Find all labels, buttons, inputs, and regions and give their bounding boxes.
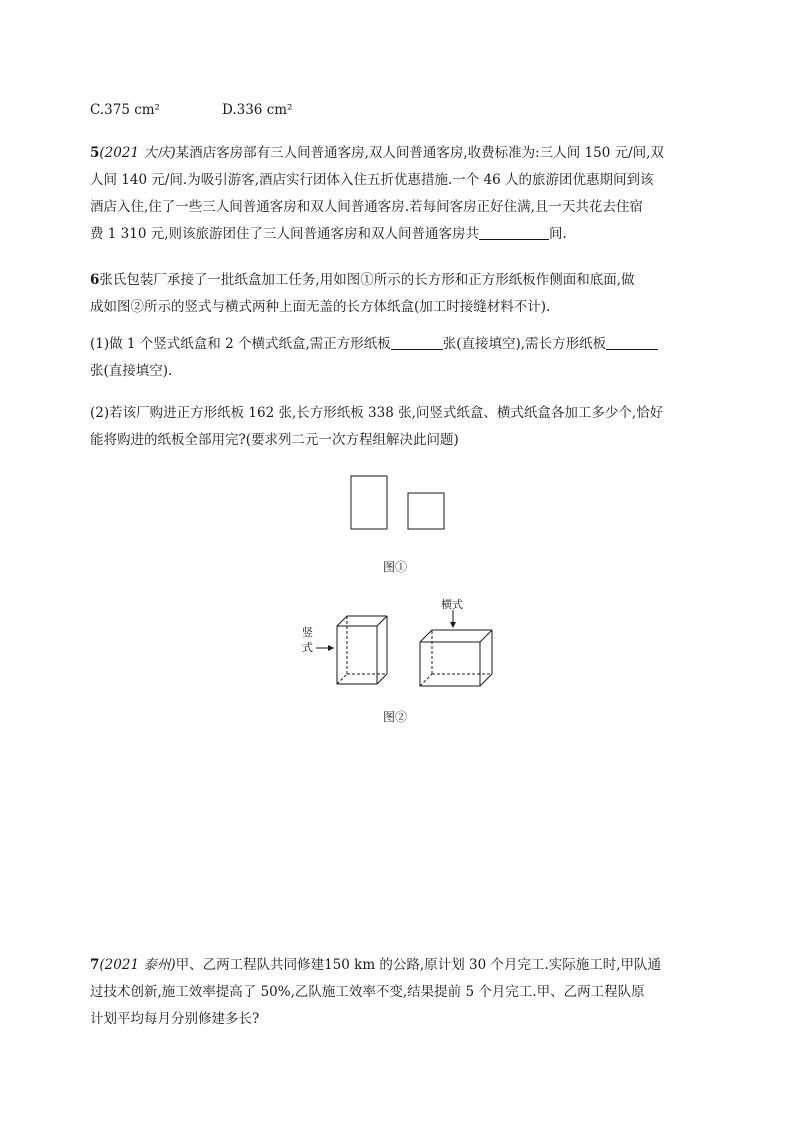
q6-part1-text-b: 张(直接填空),需长方形纸板 [442, 336, 607, 352]
q5-text-4: 费 1 310 元,则该旅游团住了三人间普通客房和双人间普通客房共 [90, 226, 480, 242]
q6-line-2: 成如图②所示的竖式与横式两种上面无盖的长方体纸盒(加工时接缝材料不计). [90, 299, 551, 315]
vertical-label-char-1: 竖 [302, 626, 313, 639]
figure-1-caption: 图① [383, 560, 408, 574]
horizontal-box [420, 630, 492, 686]
square-board [408, 493, 444, 529]
q5-line-3: 酒店入住,住了一些三人间普通客房和双人间普通客房.若每间客房正好住满,且一天共花去住宿 [90, 199, 643, 215]
q6-part1-line-1 [90, 334, 658, 354]
q7-line-3: 计划平均每月分别修建多长? [90, 1011, 260, 1027]
q7-number: 7 [90, 957, 100, 973]
q5-text-4-end: 间. [549, 226, 567, 242]
q6-part1-line-2: 张(直接填空). [90, 363, 173, 379]
q6-rectangle-blank[interactable] [606, 335, 658, 350]
figure-2-diagram [290, 590, 510, 690]
vertical-label-top [302, 625, 313, 639]
figure-2-caption: 图② [383, 710, 408, 724]
q5-answer-blank[interactable] [479, 225, 549, 240]
figure-1-diagram [340, 470, 460, 540]
vertical-box [337, 616, 387, 684]
vertical-label-char-2: 式 [302, 641, 313, 654]
q5-text-1: 某酒店客房部有三人间普通客房,双人间普通客房,收费标准为:三人间 150 元/间,双 [175, 145, 664, 161]
q6-text-1: 张氏包装厂承接了一批纸盒加工任务,用如图①所示的长方形和正方形纸板作侧面和底面,做 [99, 272, 635, 288]
vertical-arrow [316, 645, 334, 651]
q7-line-1 [90, 955, 661, 975]
option-c: C.375 cm² [90, 102, 160, 118]
q5-line-2: 人间 140 元/间.为吸引游客,酒店实行团体入住五折优惠措施.一个 46 人的旅游团优惠期间到该 [90, 172, 654, 188]
vertical-label-bottom [302, 640, 313, 654]
q6-part2-line-2: 能将购进的纸板全部用完?(要求列二元一次方程组解决此问题) [90, 432, 459, 448]
q6-part1-text-a: (1)做 1 个竖式纸盒和 2 个横式纸盒,需正方形纸板 [90, 336, 391, 352]
q6-line-1 [90, 270, 635, 290]
rectangle-board [351, 476, 387, 529]
q7-source: (2021 泰州) [99, 957, 176, 973]
q6-number: 6 [90, 272, 100, 288]
q6-square-blank[interactable] [391, 335, 443, 350]
horizontal-label: 横式 [441, 598, 463, 611]
option-d: D.336 cm² [222, 102, 293, 118]
q7-text-1: 甲、乙两工程队共同修建150 km 的公路,原计划 30 个月完工.实际施工时,甲队通 [175, 957, 662, 973]
q5-line-1 [90, 143, 664, 163]
q5-source: (2021 大庆) [99, 145, 176, 161]
q5-line-4 [90, 224, 567, 244]
q7-line-2: 过技术创新,施工效率提高了 50%,乙队施工效率不变,结果提前 5 个月完工.甲、乙两工程队原 [90, 984, 645, 1000]
horizontal-arrow [450, 610, 456, 628]
q5-number: 5 [90, 145, 100, 161]
q6-part2-line-1: (2)若该厂购进正方形纸板 162 张,长方形纸板 338 张,问竖式纸盒、横式纸盒各加工多少个,恰好 [90, 405, 664, 421]
